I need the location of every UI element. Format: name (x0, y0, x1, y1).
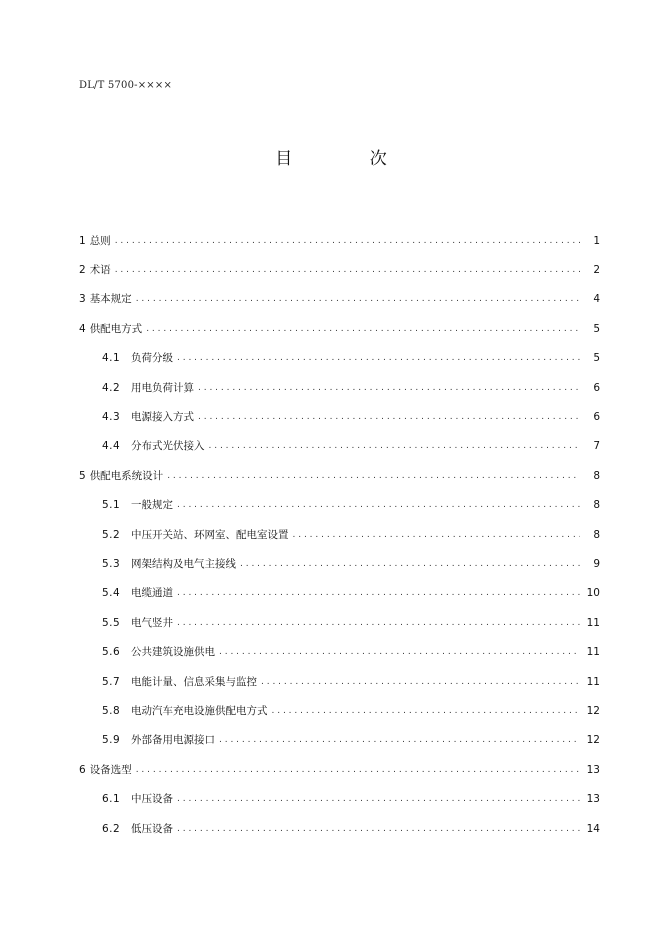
toc-entry-page-number: 5 (593, 352, 600, 365)
toc-entry-title: 电能计量、信息采集与监控 (131, 675, 257, 688)
dot-leader (209, 439, 581, 453)
toc-entry-page-number: 9 (593, 557, 600, 570)
toc-entry[interactable] (79, 549, 600, 578)
toc-entry-label (102, 675, 257, 689)
toc-entry-number: 2 (79, 264, 86, 277)
toc-entry[interactable] (79, 520, 600, 549)
toc-entry[interactable] (79, 314, 600, 343)
toc-entry-title: 设备选型 (89, 763, 132, 776)
dot-leader (146, 322, 580, 336)
toc-entry-title: 基本规定 (89, 293, 132, 306)
toc-entry-title: 电动汽车充电设施供配电方式 (131, 704, 268, 717)
toc-entry-label (102, 645, 215, 659)
toc-entry-number: 6.1 (102, 793, 121, 806)
toc-entry-label (102, 792, 173, 806)
toc-entry-title: 一般规定 (131, 499, 173, 512)
toc-entry-title: 供配电方式 (89, 322, 143, 335)
toc-entry-number: 5.4 (102, 587, 121, 600)
toc-entry-page-number: 13 (586, 763, 600, 776)
toc-entry[interactable] (79, 255, 600, 284)
toc-entry-title: 负荷分级 (131, 352, 173, 365)
toc-entry[interactable] (79, 226, 600, 255)
toc-entry-number: 6 (79, 763, 86, 776)
dot-leader (177, 616, 580, 630)
toc-entry-number: 1 (79, 234, 86, 247)
dot-leader (293, 528, 581, 542)
toc-entry-label (102, 704, 268, 718)
toc-entry-page-number: 13 (586, 793, 600, 806)
toc-entry-title: 供配电系统设计 (89, 469, 164, 482)
toc-entry-title: 电源接入方式 (131, 411, 194, 424)
toc-entry-number: 5.1 (102, 499, 121, 512)
toc-entry-title: 外部备用电源接口 (131, 734, 215, 747)
toc-entry[interactable] (79, 579, 600, 608)
toc-entry-title: 电缆通道 (131, 587, 173, 600)
toc-entry-label (102, 410, 194, 424)
toc-entry-title: 分布式光伏接入 (131, 440, 205, 453)
toc-entry[interactable] (79, 637, 600, 666)
dot-leader (219, 645, 580, 659)
toc-entry-page-number: 14 (586, 822, 600, 835)
toc-entry-label (102, 351, 173, 365)
toc-entry-title: 低压设备 (131, 822, 173, 835)
toc-title: 目 次 (275, 149, 423, 169)
toc-entry-page-number: 8 (593, 528, 600, 541)
toc-entry[interactable] (79, 432, 600, 461)
toc-entry-label (102, 616, 173, 630)
toc-entry-number: 6.2 (102, 822, 121, 835)
toc-entry-label (79, 234, 111, 248)
dot-leader (177, 498, 580, 512)
toc-entry-label (102, 733, 215, 747)
toc-entry[interactable] (79, 608, 600, 637)
toc-entry-number: 4.1 (102, 352, 121, 365)
toc-entry-label (102, 528, 289, 542)
toc-entry-label (102, 439, 205, 453)
toc-entry-title: 中压开关站、环网室、配电室设置 (131, 528, 289, 541)
toc-entry[interactable] (79, 344, 600, 373)
dot-leader (115, 263, 580, 277)
dot-leader (177, 351, 580, 365)
toc-entry-page-number: 8 (593, 469, 600, 482)
toc-entry-number: 5.5 (102, 616, 121, 629)
toc-entry-number: 4 (79, 322, 86, 335)
toc-entry-page-number: 12 (586, 704, 600, 717)
toc-entry-label (79, 263, 111, 277)
table-of-contents (79, 226, 600, 843)
toc-entry-title: 用电负荷计算 (131, 381, 194, 394)
toc-entry[interactable] (79, 726, 600, 755)
toc-entry-label (102, 381, 194, 395)
toc-entry-page-number: 6 (593, 381, 600, 394)
toc-entry-number: 3 (79, 293, 86, 306)
toc-entry-title: 公共建筑设施供电 (131, 646, 215, 659)
toc-entry-title: 网架结构及电气主接线 (131, 557, 236, 570)
dot-leader (177, 792, 580, 806)
toc-entry-title: 术语 (89, 264, 111, 277)
toc-entry-page-number: 11 (586, 646, 600, 659)
toc-entry-label (79, 763, 132, 777)
dot-leader (136, 292, 580, 306)
dot-leader (198, 381, 580, 395)
toc-entry[interactable] (79, 784, 600, 813)
toc-entry-title: 中压设备 (131, 793, 173, 806)
toc-entry-title: 电气竖井 (131, 616, 173, 629)
toc-entry-page-number: 7 (593, 440, 600, 453)
toc-entry[interactable] (79, 755, 600, 784)
toc-entry-page-number: 5 (593, 322, 600, 335)
toc-entry[interactable] (79, 814, 600, 843)
toc-entry[interactable] (79, 402, 600, 431)
dot-leader (219, 733, 580, 747)
toc-entry-number: 4.2 (102, 381, 121, 394)
dot-leader (115, 234, 580, 248)
toc-entry-title: 总则 (89, 234, 111, 247)
toc-entry-page-number: 2 (593, 264, 600, 277)
toc-entry-label (102, 586, 173, 600)
toc-entry-label (102, 498, 173, 512)
toc-entry-label (79, 469, 163, 483)
toc-entry-number: 5 (79, 469, 86, 482)
dot-leader (272, 704, 581, 718)
toc-entry[interactable] (79, 373, 600, 402)
toc-entry-number: 5.6 (102, 646, 121, 659)
toc-entry-label (79, 292, 132, 306)
toc-entry-page-number: 12 (586, 734, 600, 747)
dot-leader (261, 675, 580, 689)
toc-entry-label (102, 822, 173, 836)
toc-entry[interactable] (79, 285, 600, 314)
toc-entry[interactable] (79, 461, 600, 490)
document-code: DL/T 5700-×××× (79, 80, 173, 91)
toc-entry-number: 4.3 (102, 411, 121, 424)
dot-leader (177, 822, 580, 836)
toc-entry-page-number: 4 (593, 293, 600, 306)
dot-leader (198, 410, 580, 424)
toc-entry-page-number: 6 (593, 411, 600, 424)
toc-entry[interactable] (79, 667, 600, 696)
toc-entry-number: 5.9 (102, 734, 121, 747)
toc-entry-page-number: 10 (586, 587, 600, 600)
toc-entry-number: 5.7 (102, 675, 121, 688)
dot-leader (136, 763, 580, 777)
toc-entry-page-number: 11 (586, 616, 600, 629)
toc-entry-page-number: 8 (593, 499, 600, 512)
toc-entry-label (79, 322, 142, 336)
dot-leader (167, 469, 580, 483)
toc-entry-number: 5.3 (102, 557, 121, 570)
toc-entry-label (102, 557, 236, 571)
dot-leader (177, 586, 580, 600)
toc-entry-page-number: 11 (586, 675, 600, 688)
toc-entry-number: 4.4 (102, 440, 121, 453)
toc-entry[interactable] (79, 491, 600, 520)
toc-entry-number: 5.2 (102, 528, 121, 541)
toc-entry-page-number: 1 (593, 234, 600, 247)
dot-leader (240, 557, 580, 571)
toc-entry[interactable] (79, 696, 600, 725)
toc-entry-number: 5.8 (102, 704, 121, 717)
